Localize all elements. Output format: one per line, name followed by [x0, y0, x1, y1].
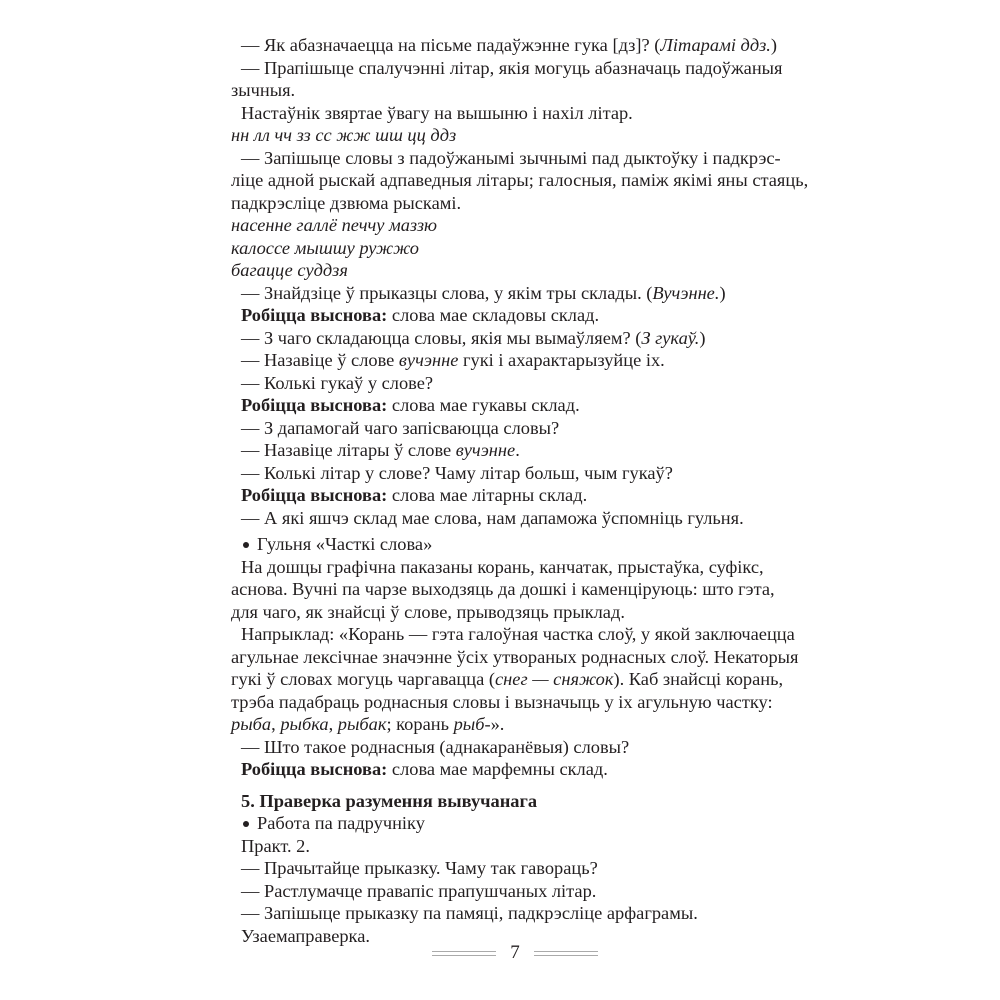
- section-heading: 5. Праверка разумення вывучанага: [241, 790, 538, 811]
- example-italic: рыбка: [280, 714, 329, 734]
- game-bullet: [231, 533, 821, 556]
- text: ; корань: [386, 714, 454, 734]
- paragraph-line: агульнае лексічнае значэнне ўсіх утвораных роднасных слоў. Некаторыя: [231, 646, 799, 667]
- text: .: [515, 440, 520, 460]
- question-paragraph: [231, 34, 821, 57]
- paragraph-line: Напрыклад: «Корань — гэта галоўная частка слоў, у якой заключаецца: [241, 624, 795, 644]
- paragraph-line: На дошцы графічна паказаны корань, канчатак, прыстаўка, суфікс,: [241, 556, 764, 577]
- conclusion-label: Робіцца выснова:: [241, 485, 388, 505]
- example-italic: рыбак: [337, 714, 387, 734]
- text: ): [770, 35, 778, 55]
- conclusion: [231, 304, 821, 327]
- text: ): [719, 282, 726, 303]
- conclusion-text: слова мае гукавы склад.: [387, 395, 580, 415]
- answer-italic: Вучэнне.: [652, 282, 720, 303]
- teacher-note: Настаўнік звяртае ўвагу на вышыню і нахіл літар.: [241, 102, 633, 123]
- work-title: Работа па падручніку: [257, 813, 425, 833]
- footer-rule-left: [432, 951, 496, 956]
- text: ). Каб знайсці корань,: [613, 669, 784, 689]
- conclusion-text: слова мае літарны склад.: [387, 485, 588, 505]
- game-title: Гульня «Часткі слова»: [257, 534, 433, 554]
- paragraph-line: аснова. Вучні па чарзе выходзяць да дошкі і каменціруюць: што гэта,: [231, 579, 775, 599]
- page-footer: [0, 942, 1000, 965]
- text: ».: [490, 714, 505, 734]
- footer-rule-right: [534, 951, 598, 956]
- dictation-words: багацце суддзя: [231, 260, 348, 280]
- question-paragraph: — А які яшчэ склад мае слова, нам дапаможа ўспомніць гульня.: [241, 507, 744, 528]
- question-paragraph: [231, 282, 821, 305]
- question-paragraph: — Што такое роднасныя (аднакаранёвыя) словы?: [241, 736, 630, 757]
- text: ,: [271, 714, 281, 734]
- question-paragraph: — Колькі літар у слове? Чаму літар больш, чым гукаў?: [241, 462, 673, 483]
- question-paragraph: — Растлумачце правапіс прапушчаных літар.: [241, 880, 597, 901]
- paragraph-line: [231, 713, 821, 736]
- example-italic: рыба: [231, 714, 272, 734]
- question-paragraph: — Прачытайце прыказку. Чаму так гавораць?: [241, 858, 598, 878]
- question-paragraph: [231, 439, 821, 462]
- conclusion: [231, 758, 821, 781]
- word-italic: вучэнне: [398, 350, 459, 370]
- answer-italic: Літарамі ддз.: [660, 35, 771, 55]
- question-paragraph: — Запішыце прыказку па памяці, падкрэсліце арфаграмы.: [241, 903, 698, 923]
- letter-combinations: нн лл чч зз сс жж шш цц ддз: [231, 125, 457, 145]
- work-bullet: [231, 812, 821, 835]
- text: — Знайдзіце ў прыказцы слова, у якім тры склады. (: [241, 282, 653, 303]
- paragraph-line: для чаго, як знайсці ў слове, прыводзяць прыклад.: [231, 601, 625, 622]
- example-italic: снег — сняжок: [495, 669, 614, 689]
- dictation-words: насенне галлё печчу маззю: [231, 215, 438, 235]
- paragraph-line: [231, 668, 821, 691]
- instruction-line: зычныя.: [231, 80, 296, 100]
- page-body: [231, 34, 821, 947]
- instruction-line: ліце адной рыскай адпаведныя літары; галосныя, паміж якімі яны стаяць,: [231, 170, 809, 190]
- closing-note: Узаемаправерка.: [241, 925, 370, 946]
- conclusion: [231, 484, 821, 507]
- page-number: 7: [510, 942, 520, 963]
- text: ): [699, 327, 706, 348]
- instruction-line: — Запішыце словы з падоўжанымі зычнымі пад дыктоўку і падкрэс-: [241, 147, 781, 168]
- text: гукі і ахарактарызуйце іх.: [458, 350, 665, 370]
- word-italic: вучэнне: [455, 440, 516, 460]
- conclusion-label: Робіцца выснова:: [241, 759, 388, 779]
- paragraph-line: трэба падабраць роднасныя словы і вызначыць у іх агульную частку:: [231, 691, 773, 712]
- conclusion-text: слова мае складовы склад.: [387, 305, 600, 325]
- example-italic: рыб-: [453, 714, 491, 734]
- conclusion-label: Робіцца выснова:: [241, 305, 388, 325]
- text: — З чаго складаюцца словы, якія мы вымаўляем? (: [241, 327, 642, 348]
- text: — Назавіце літары ў слове: [241, 440, 456, 460]
- instruction-line: — Прапішыце спалучэнні літар, якія могуць абазначаць падоўжаныя: [241, 57, 783, 78]
- instruction-line: падкрэсліце дзвюма рыскамі.: [231, 192, 462, 213]
- text: — Як абазначаецца на пісьме падаўжэнне гука [дз]? (: [241, 35, 661, 55]
- conclusion-text: слова мае марфемны склад.: [387, 759, 608, 779]
- question-paragraph: — З дапамогай чаго запісваюцца словы?: [241, 417, 560, 438]
- exercise-label: Практ. 2.: [241, 835, 310, 856]
- question-paragraph: [231, 327, 821, 350]
- conclusion: [231, 394, 821, 417]
- question-paragraph: — Колькі гукаў у слове?: [241, 372, 434, 393]
- text: — Назавіце ў слове: [241, 350, 399, 370]
- text: ,: [328, 714, 338, 734]
- bullet-icon: [243, 542, 249, 548]
- dictation-words: калоссе мышшу ружжо: [231, 237, 419, 258]
- answer-italic: З гукаў.: [641, 327, 700, 348]
- bullet-icon: [243, 821, 249, 827]
- text: гукі ў словах могуць чаргавацца (: [231, 669, 495, 689]
- question-paragraph: [231, 349, 821, 372]
- conclusion-label: Робіцца выснова:: [241, 395, 388, 415]
